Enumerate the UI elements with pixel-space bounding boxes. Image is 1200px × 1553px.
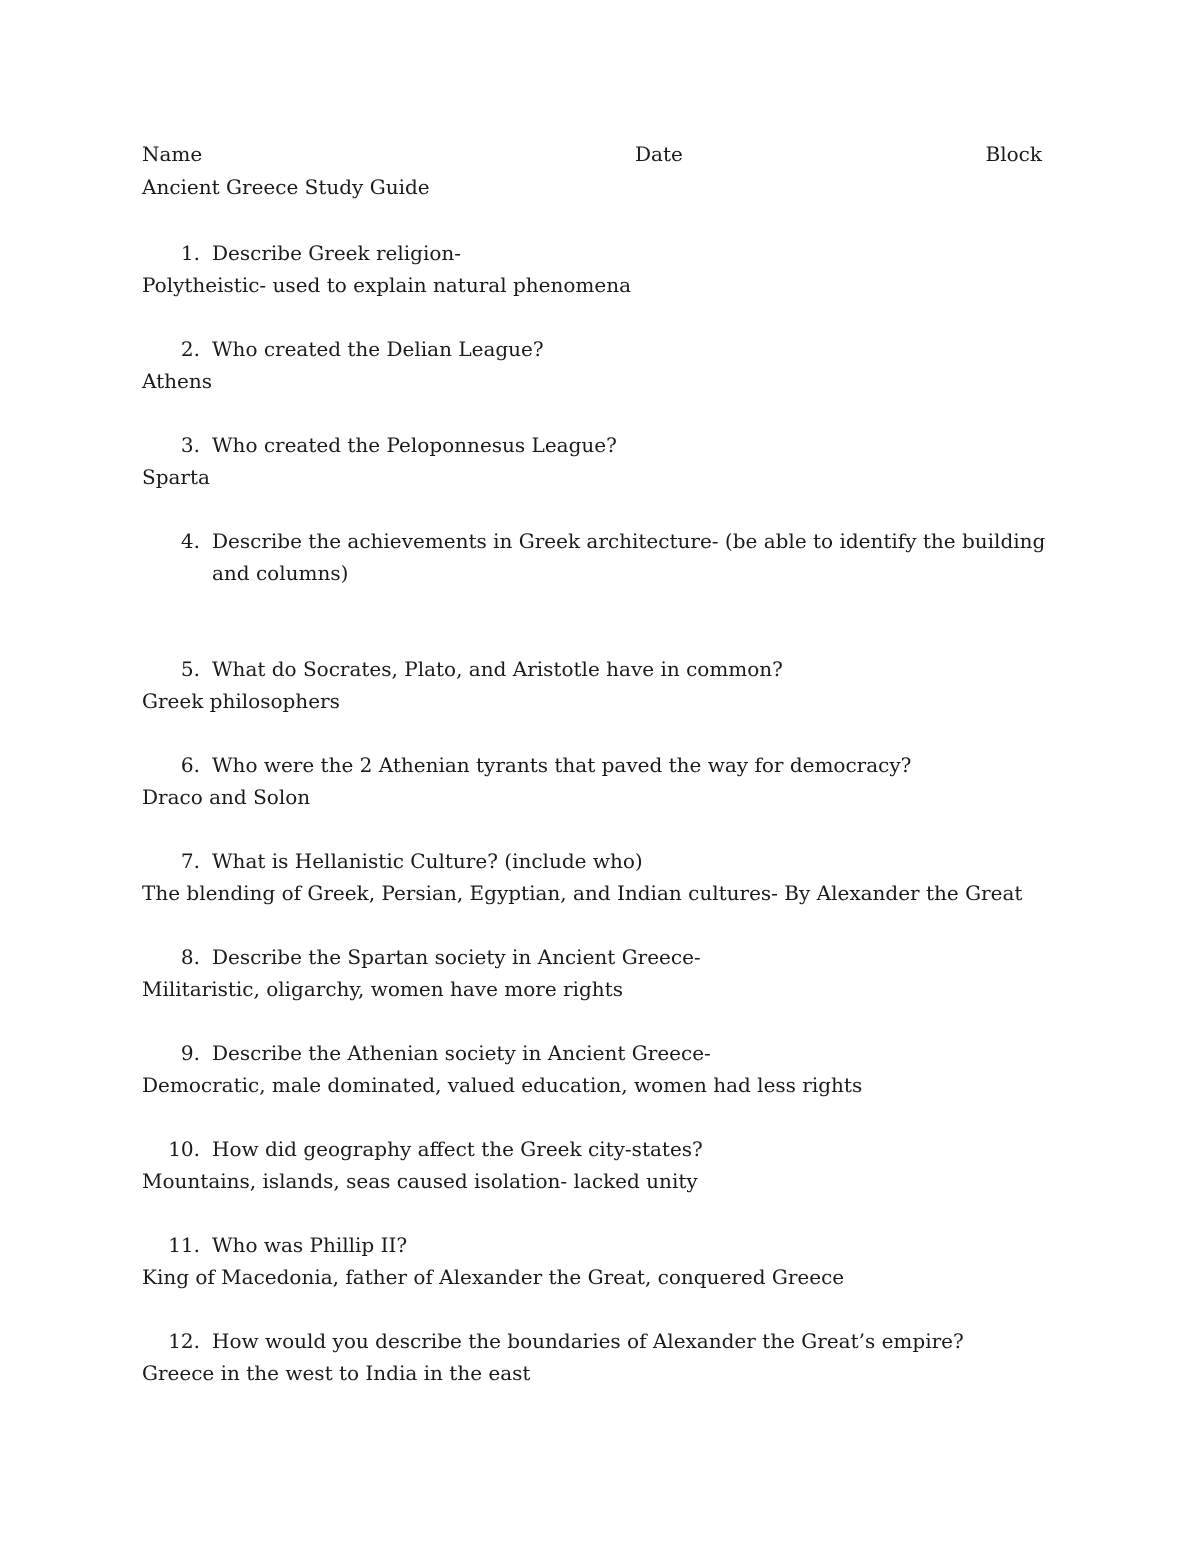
- question-text: Who was Phillip II?: [212, 1233, 408, 1257]
- question-item: [142, 749, 1052, 813]
- question-line: [142, 429, 1052, 461]
- question-line: [142, 1229, 1052, 1261]
- question-line: [142, 1325, 1052, 1357]
- question-line: [142, 525, 1052, 589]
- question-text: What is Hellanistic Culture? (include who): [212, 849, 643, 873]
- name-label: Name: [142, 142, 203, 166]
- question-number: 10.: [168, 1137, 200, 1161]
- question-number: 7.: [180, 849, 200, 873]
- question-text: What do Socrates, Plato, and Aristotle have in common?: [212, 657, 783, 681]
- block-label: Block: [985, 142, 1042, 166]
- question-item: [142, 1229, 1052, 1293]
- question-number: 8.: [180, 945, 200, 969]
- question-line: [142, 1133, 1052, 1165]
- answer-text: Greece in the west to India in the east: [142, 1361, 531, 1385]
- question-item: [142, 1037, 1052, 1101]
- answer-text: Militaristic, oligarchy, women have more rights: [142, 977, 623, 1001]
- question-number: 11.: [168, 1233, 200, 1257]
- question-number: 6.: [180, 753, 200, 777]
- question-line: [142, 653, 1052, 685]
- question-line: [142, 749, 1052, 781]
- question-item: [142, 941, 1052, 1005]
- document-title: Ancient Greece Study Guide: [142, 175, 430, 199]
- question-text: Describe Greek religion-: [212, 241, 462, 265]
- answer-text: [142, 589, 1052, 621]
- answer-text: Polytheistic- used to explain natural phenomena: [142, 273, 632, 297]
- header-row: [142, 142, 1042, 172]
- answer-text: Sparta: [142, 465, 210, 489]
- answer-text: Democratic, male dominated, valued education, women had less rights: [142, 1073, 863, 1097]
- question-number: 9.: [180, 1041, 200, 1065]
- question-line: [142, 941, 1052, 973]
- question-line: [142, 333, 1052, 365]
- question-text: Describe the achievements in Greek architecture- (be able to identify the building and columns): [212, 529, 1046, 585]
- answer-text: Athens: [142, 369, 212, 393]
- question-text: How would you describe the boundaries of Alexander the Great’s empire?: [212, 1329, 964, 1353]
- question-item: [142, 525, 1052, 621]
- question-item: [142, 237, 1052, 301]
- question-item: [142, 845, 1052, 909]
- question-item: [142, 1133, 1052, 1197]
- question-text: Who created the Peloponnesus League?: [212, 433, 617, 457]
- question-number: 2.: [180, 337, 200, 361]
- question-text: Who created the Delian League?: [212, 337, 544, 361]
- question-number: 3.: [180, 433, 200, 457]
- question-line: [142, 237, 1052, 269]
- question-text: How did geography affect the Greek city-states?: [212, 1137, 703, 1161]
- question-line: [142, 1037, 1052, 1069]
- question-text: Describe the Spartan society in Ancient Greece-: [212, 945, 701, 969]
- answer-text: The blending of Greek, Persian, Egyptian, and Indian cultures- By Alexander the Great: [142, 881, 1023, 905]
- question-number: 12.: [168, 1329, 200, 1353]
- question-list: [142, 237, 1052, 1421]
- question-number: 5.: [180, 657, 200, 681]
- answer-text: King of Macedonia, father of Alexander the Great, conquered Greece: [142, 1265, 845, 1289]
- question-number: 4.: [180, 529, 200, 553]
- question-item: [142, 333, 1052, 397]
- question-item: [142, 429, 1052, 493]
- question-line: [142, 845, 1052, 877]
- question-item: [142, 653, 1052, 717]
- answer-text: Draco and Solon: [142, 785, 311, 809]
- answer-text: Mountains, islands, seas caused isolation- lacked unity: [142, 1169, 698, 1193]
- question-text: Describe the Athenian society in Ancient Greece-: [212, 1041, 711, 1065]
- question-number: 1.: [180, 241, 200, 265]
- question-item: [142, 1325, 1052, 1389]
- answer-text: Greek philosophers: [142, 689, 340, 713]
- date-label: Date: [635, 142, 683, 166]
- question-text: Who were the 2 Athenian tyrants that paved the way for democracy?: [212, 753, 912, 777]
